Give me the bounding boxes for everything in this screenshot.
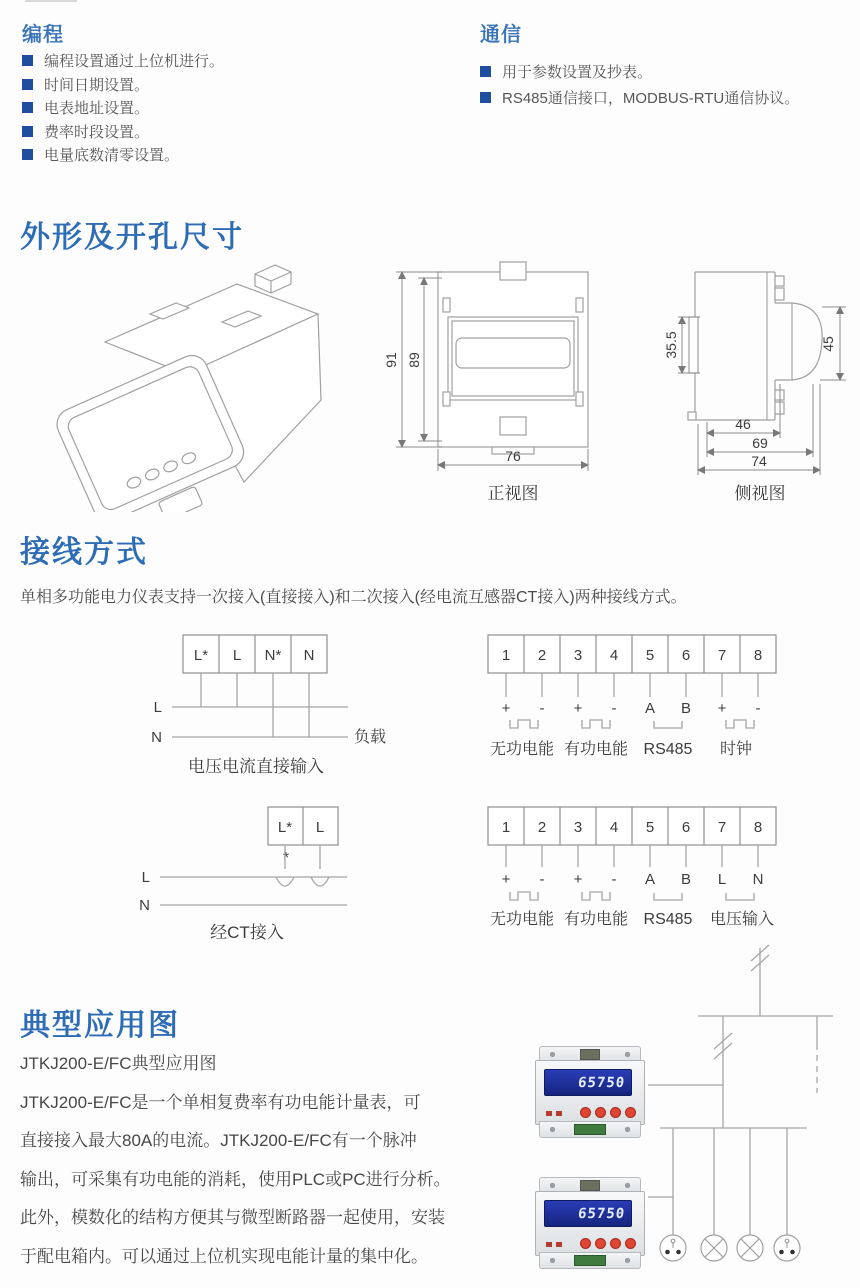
screw-icon bbox=[550, 1183, 555, 1188]
ct-star-mark: * bbox=[282, 850, 290, 867]
bracket-symbol bbox=[654, 893, 682, 900]
socket-icon bbox=[774, 1235, 800, 1261]
page-top-rule bbox=[25, 0, 77, 2]
meter-button bbox=[610, 1238, 621, 1249]
group-label: 电压输入 bbox=[709, 911, 775, 928]
terminal-strip-2 bbox=[488, 807, 776, 928]
dim-35-5-label: 35.5 bbox=[663, 331, 679, 359]
pin-label: A bbox=[644, 871, 656, 888]
group-label: 有功电能 bbox=[563, 741, 629, 758]
list-item bbox=[22, 120, 224, 144]
meter-indicators bbox=[546, 1242, 562, 1247]
programming-heading: 编程 bbox=[22, 24, 64, 46]
wiring-intro: 单相多功能电力仪表支持一次接入(直接接入)和二次接入(经电流互感器CT接入)两种接线方式。 bbox=[20, 589, 687, 606]
bullet-square-icon bbox=[22, 149, 33, 160]
list-item-label: 编程设置通过上位机进行。 bbox=[44, 53, 225, 71]
socket-icon bbox=[660, 1235, 686, 1261]
application-body-line: 于配电箱内。可以通过上位机实现电能计量的集中化。 bbox=[20, 1246, 428, 1266]
meter-buttons bbox=[580, 1107, 636, 1118]
list-item bbox=[22, 96, 224, 120]
meter-lcd bbox=[544, 1069, 632, 1096]
pin-label: + bbox=[501, 700, 511, 717]
screw-icon bbox=[625, 1258, 630, 1263]
list-item bbox=[22, 49, 224, 73]
direct-input-caption: 电压电流直接输入 bbox=[188, 757, 324, 776]
pulse-symbol bbox=[582, 892, 610, 900]
lamp-icon bbox=[737, 1235, 763, 1261]
list-item-label: 电表地址设置。 bbox=[44, 100, 150, 118]
application-body-line: JTKJ200-E/FC是一个单相复费率有功电能计量表，可 bbox=[20, 1092, 421, 1112]
application-body-line: 直接接入最大80A的电流。JTKJ200-E/FC有一个脉冲 bbox=[20, 1131, 417, 1151]
wiring-diagrams bbox=[0, 620, 860, 960]
dim-76-label: 76 bbox=[505, 448, 521, 464]
indicator-led bbox=[546, 1111, 552, 1116]
pulse-symbol bbox=[510, 892, 538, 900]
screw-icon bbox=[625, 1052, 630, 1057]
meter-button bbox=[610, 1107, 621, 1118]
terminal-block bbox=[574, 1255, 606, 1266]
screw-icon bbox=[625, 1127, 630, 1132]
meter-photo bbox=[535, 1177, 645, 1269]
terminal-number: 2 bbox=[537, 647, 547, 664]
meter-face bbox=[535, 1191, 645, 1256]
dim-45-label: 45 bbox=[820, 336, 836, 352]
side-view-caption: 侧视图 bbox=[734, 484, 786, 503]
dim-91-label: 91 bbox=[383, 352, 399, 368]
meter-lcd bbox=[544, 1200, 632, 1227]
meter-button bbox=[625, 1238, 636, 1249]
meter-button bbox=[595, 1107, 606, 1118]
indicator-led bbox=[556, 1111, 562, 1116]
pin-label: B bbox=[680, 871, 692, 888]
indicator-led bbox=[546, 1242, 552, 1247]
side-view-drawing bbox=[663, 272, 846, 503]
screw-icon bbox=[550, 1258, 555, 1263]
pulse-symbol bbox=[510, 720, 538, 728]
terminal-number: 1 bbox=[501, 819, 511, 836]
meter-indicators bbox=[546, 1111, 562, 1116]
meter-bottom-cap bbox=[539, 1252, 641, 1269]
terminal-number: 4 bbox=[609, 819, 619, 836]
terminal-number: 5 bbox=[645, 819, 655, 836]
bracket-symbol bbox=[654, 721, 682, 728]
isometric-meter-drawing bbox=[52, 265, 321, 512]
terminal-label: L* bbox=[277, 819, 293, 836]
pin-label: A bbox=[644, 700, 656, 717]
pin-label: - bbox=[611, 700, 617, 717]
programming-list bbox=[22, 49, 224, 167]
list-item-label: 电量底数清零设置。 bbox=[44, 147, 180, 165]
group-label: 时钟 bbox=[719, 741, 753, 758]
pin-label: L bbox=[717, 871, 727, 888]
terminal-number: 5 bbox=[645, 647, 655, 664]
list-item-label: RS485通信接口，MODBUS-RTU通信协议。 bbox=[502, 89, 800, 107]
ct-input-caption: 经CT接入 bbox=[210, 923, 284, 942]
terminal-number: 1 bbox=[501, 647, 511, 664]
lcd-reading: 65750 bbox=[577, 1074, 626, 1091]
line-l-label: L bbox=[153, 699, 162, 716]
terminal-label: N* bbox=[264, 647, 282, 664]
screw-icon bbox=[550, 1052, 555, 1057]
list-item-label: 时间日期设置。 bbox=[44, 76, 150, 94]
screw-icon bbox=[550, 1127, 555, 1132]
terminal-block bbox=[574, 1124, 606, 1135]
application-heading: 典型应用图 bbox=[20, 1009, 180, 1042]
bullet-square-icon bbox=[480, 66, 491, 77]
bullet-square-icon bbox=[22, 79, 33, 90]
pin-label: + bbox=[717, 700, 727, 717]
application-body-line: 此外，模数化的结构方便其与微型断路器一起使用，安装 bbox=[20, 1208, 445, 1228]
single-line-diagram bbox=[0, 935, 860, 1288]
group-label: RS485 bbox=[643, 741, 693, 758]
terminal-label: L* bbox=[193, 647, 209, 664]
dimensions-heading: 外形及开孔尺寸 bbox=[20, 221, 244, 254]
terminal-number: 6 bbox=[681, 819, 691, 836]
terminal-number: 2 bbox=[537, 819, 547, 836]
dimension-drawings bbox=[0, 250, 860, 512]
list-item-label: 用于参数设置及抄表。 bbox=[502, 63, 653, 81]
lcd-reading: 65750 bbox=[577, 1205, 626, 1222]
list-item bbox=[480, 58, 799, 84]
dim-69-label: 69 bbox=[752, 435, 768, 451]
pin-label: + bbox=[573, 871, 583, 888]
line-l-label: L bbox=[141, 869, 150, 886]
terminal-label: L bbox=[315, 819, 325, 836]
terminal-number: 3 bbox=[573, 819, 583, 836]
feeder-lines bbox=[648, 945, 833, 1235]
screw-icon bbox=[625, 1183, 630, 1188]
dim-89-label: 89 bbox=[406, 352, 422, 368]
pin-label: - bbox=[539, 700, 545, 717]
dim-46-label: 46 bbox=[735, 416, 751, 432]
terminal-number: 7 bbox=[717, 647, 727, 664]
terminal-number: 8 bbox=[753, 647, 763, 664]
list-item bbox=[22, 73, 224, 97]
communication-list bbox=[480, 58, 799, 110]
group-label: 无功电能 bbox=[489, 741, 555, 758]
pin-label: - bbox=[611, 871, 617, 888]
wiring-heading: 接线方式 bbox=[20, 536, 148, 569]
meter-bottom-cap bbox=[539, 1121, 641, 1138]
bullet-square-icon bbox=[22, 102, 33, 113]
meter-button bbox=[580, 1238, 591, 1249]
list-item bbox=[480, 84, 799, 110]
front-view-caption: 正视图 bbox=[487, 484, 539, 503]
line-n-label: N bbox=[139, 897, 150, 914]
terminal-number: 8 bbox=[753, 819, 763, 836]
direct-input-diagram bbox=[151, 635, 386, 776]
group-label: 有功电能 bbox=[563, 911, 629, 928]
indicator-led bbox=[556, 1242, 562, 1247]
bullet-square-icon bbox=[480, 92, 491, 103]
meter-button bbox=[625, 1107, 636, 1118]
pulse-symbol bbox=[582, 720, 610, 728]
terminal-strip-1 bbox=[488, 635, 776, 758]
pin-label: + bbox=[573, 700, 583, 717]
dim-74-label: 74 bbox=[751, 453, 767, 469]
din-clip bbox=[580, 1049, 600, 1060]
meter-button bbox=[595, 1238, 606, 1249]
load-symbols bbox=[660, 1235, 800, 1261]
bracket-symbol bbox=[726, 893, 754, 900]
din-clip bbox=[580, 1180, 600, 1191]
meter-button bbox=[580, 1107, 591, 1118]
terminal-number: 3 bbox=[573, 647, 583, 664]
application-body-line: 输出，可采集有功电能的消耗，使用PLC或PC进行分析。 bbox=[20, 1169, 451, 1189]
application-caption: JTKJ200-E/FC典型应用图 bbox=[20, 1054, 217, 1073]
group-label: RS485 bbox=[643, 911, 693, 928]
terminal-number: 7 bbox=[717, 819, 727, 836]
group-label: 无功电能 bbox=[489, 911, 555, 928]
pin-label: B bbox=[680, 700, 692, 717]
ct-input-diagram bbox=[139, 807, 347, 942]
communication-heading: 通信 bbox=[480, 24, 522, 46]
list-item-label: 费率时段设置。 bbox=[44, 123, 150, 141]
bullet-square-icon bbox=[22, 126, 33, 137]
bullet-square-icon bbox=[22, 55, 33, 66]
meter-face bbox=[535, 1060, 645, 1125]
pulse-symbol bbox=[726, 720, 754, 728]
terminal-label: N bbox=[303, 647, 315, 664]
terminal-number: 4 bbox=[609, 647, 619, 664]
pin-label: - bbox=[539, 871, 545, 888]
list-item bbox=[22, 143, 224, 167]
lamp-icon bbox=[701, 1235, 727, 1261]
front-view-drawing bbox=[383, 262, 588, 503]
pin-label: + bbox=[501, 871, 511, 888]
meter-photo bbox=[535, 1046, 645, 1138]
meter-buttons bbox=[580, 1238, 636, 1249]
line-n-label: N bbox=[151, 729, 162, 746]
load-label: 负载 bbox=[354, 729, 387, 746]
pin-label: - bbox=[755, 700, 761, 717]
terminal-number: 6 bbox=[681, 647, 691, 664]
terminal-label: L bbox=[232, 647, 242, 664]
pin-label: N bbox=[752, 871, 764, 888]
